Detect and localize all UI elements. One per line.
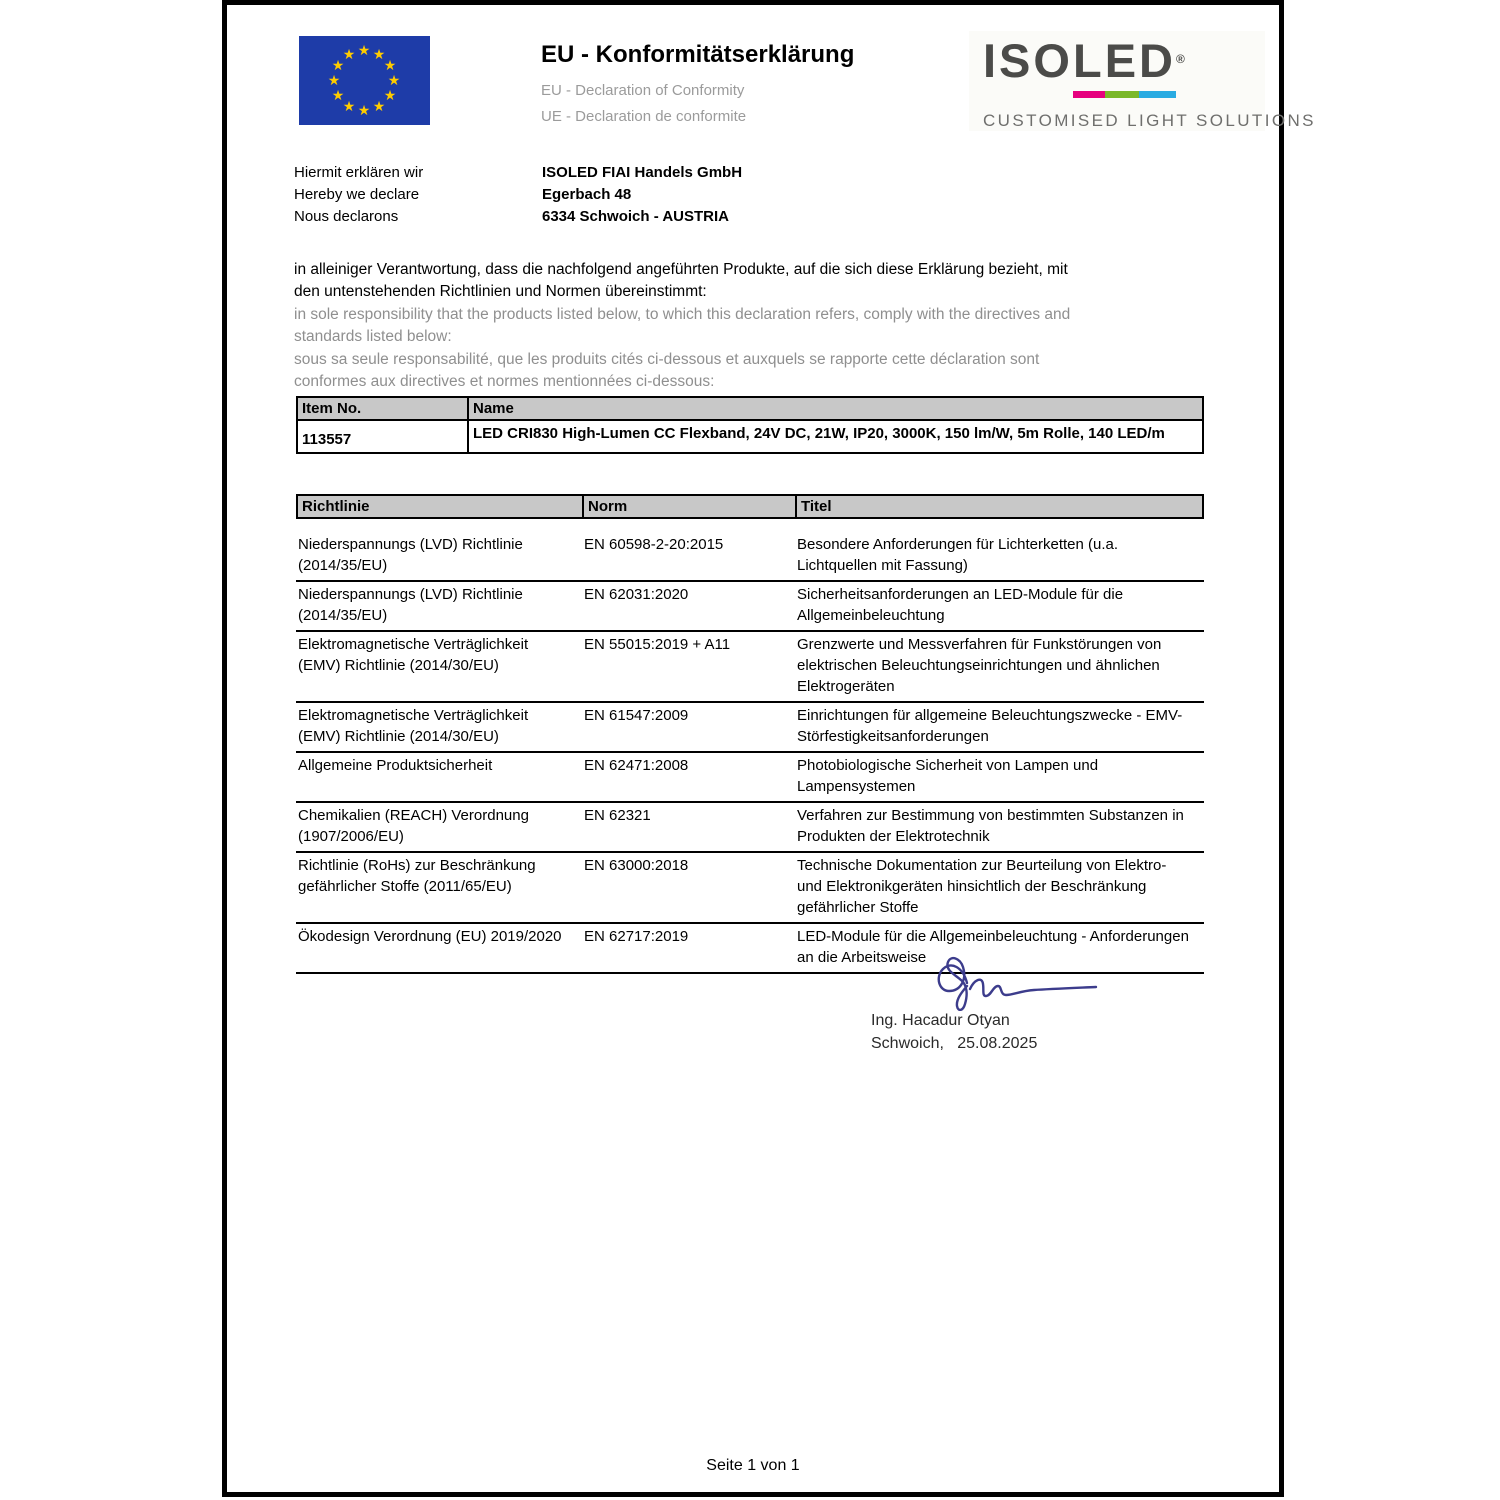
eu-flag <box>299 36 430 125</box>
titel-cell: Technische Dokumentation zur Beurteilung von Elektro- und Elektronikgeräten hinsichtlich der Beschränkung gefährlicher Stoffe <box>797 857 1167 916</box>
eu-flag-star: ★ <box>383 57 397 73</box>
richtlinie-cell: Elektromagnetische Verträglichkeit (EMV) Richtlinie (2014/30/EU) <box>298 707 529 745</box>
directives-header-titel: Titel <box>801 498 832 515</box>
statement-block <box>294 259 1094 394</box>
company-city: 6334 Schwoich - AUSTRIA <box>542 208 729 225</box>
item-table-header-itemno: Item No. <box>298 398 469 419</box>
page-number: Seite 1 von 1 <box>706 1457 800 1474</box>
directives-header-richtlinie: Richtlinie <box>298 496 584 517</box>
norm-cell: EN 62471:2008 <box>584 757 689 774</box>
eu-flag-star: ★ <box>342 98 356 114</box>
declaration-label-de: Hiermit erklären wir <box>294 164 424 181</box>
richtlinie-cell: Niederspannungs (LVD) Richtlinie (2014/35/EU) <box>298 586 523 624</box>
norm-cell: EN 60598-2-20:2015 <box>584 536 724 553</box>
logo-letter-d: D <box>1139 35 1176 98</box>
titel-cell: Verfahren zur Bestimmung von bestimmten Substanzen in Produkten der Elektrotechnik <box>797 807 1184 845</box>
page-subtitle-fr: UE - Declaration de conformite <box>541 108 747 125</box>
table-row <box>296 421 1204 454</box>
norm-cell: EN 62031:2020 <box>584 586 689 603</box>
richtlinie-cell: Elektromagnetische Verträglichkeit (EMV) Richtlinie (2014/30/EU) <box>298 636 529 674</box>
table-row <box>296 532 1204 582</box>
logo-letter-e: E <box>1105 35 1139 98</box>
richtlinie-cell: Niederspannungs (LVD) Richtlinie (2014/35/EU) <box>298 536 523 574</box>
declaration-label-en: Hereby we declare <box>294 186 420 203</box>
eu-flag-star: ★ <box>387 72 401 88</box>
eu-flag-star: ★ <box>383 87 397 103</box>
richtlinie-cell: Richtlinie (RoHs) zur Beschränkung gefährlicher Stoffe (2011/65/EU) <box>298 857 536 895</box>
norm-cell: EN 62321 <box>584 807 651 824</box>
isoled-logo-wordmark <box>983 35 1255 98</box>
titel-cell: Sicherheitsanforderungen an LED-Module für die Allgemeinbeleuchtung <box>797 586 1124 624</box>
directives-table-body <box>296 532 1204 974</box>
item-number-cell: 113557 <box>298 421 469 452</box>
table-row <box>296 853 1204 924</box>
isoled-logo <box>969 31 1316 131</box>
statement-fr: sous sa seule responsabilité, que les produits cités ci-dessous et auxquels se rapporte cette déclaration sont conformes aux directives et normes mentionnées ci-dessous: <box>294 351 1040 390</box>
richtlinie-cell: Ökodesign Verordnung (EU) 2019/2020 <box>298 928 562 945</box>
item-table <box>296 396 1204 454</box>
richtlinie-cell: Chemikalien (REACH) Verordnung (1907/2006/EU) <box>298 807 529 845</box>
eu-flag-star: ★ <box>357 42 371 58</box>
norm-cell: EN 62717:2019 <box>584 928 689 945</box>
eu-flag-star: ★ <box>372 46 386 62</box>
certificate-page <box>222 0 1316 1497</box>
signatory-name: Ing. Hacadur Otyan <box>871 1012 1010 1029</box>
registered-trademark-icon: ® <box>1176 52 1188 66</box>
titel-cell: Grenzwerte und Messverfahren für Funkstörungen von elektrischen Beleuchtungseinrichtungen und ähnlichen Elektrogeräten <box>797 636 1162 695</box>
eu-flag-star: ★ <box>331 87 345 103</box>
logo-text-iso: ISO <box>983 34 1073 87</box>
eu-flag-star: ★ <box>331 57 345 73</box>
eu-flag-star: ★ <box>342 46 356 62</box>
directives-table-header <box>296 494 1204 519</box>
eu-flag-star: ★ <box>327 72 341 88</box>
titel-cell: Besondere Anforderungen für Lichterketten (u.a. Lichtquellen mit Fassung) <box>797 536 1119 574</box>
company-name: ISOLED FIAI Handels GmbH <box>542 164 743 181</box>
table-row <box>296 582 1204 632</box>
declaration-label-fr: Nous declarons <box>294 208 399 225</box>
titel-cell: Einrichtungen für allgemeine Beleuchtungszwecke - EMV-Störfestigkeitsanforderungen <box>797 707 1183 745</box>
eu-flag-star: ★ <box>357 102 371 118</box>
statement-en: in sole responsibility that the products listed below, to which this declaration refers, comply with the directives and standards listed below: <box>294 306 1071 345</box>
item-table-header-name: Name <box>473 400 514 417</box>
table-row <box>296 703 1204 753</box>
norm-cell: EN 63000:2018 <box>584 857 689 874</box>
page-subtitle-en: EU - Declaration of Conformity <box>541 82 745 99</box>
directives-header-norm: Norm <box>584 496 797 517</box>
declaration-labels <box>294 162 423 228</box>
table-row <box>296 803 1204 853</box>
eu-flag-star: ★ <box>372 98 386 114</box>
norm-cell: EN 61547:2009 <box>584 707 689 724</box>
signature-image <box>863 949 1123 1011</box>
logo-letter-l: L <box>1073 35 1105 98</box>
company-address-block <box>542 162 742 228</box>
table-row <box>296 753 1204 803</box>
titel-cell: LED-Module für die Allgemeinbeleuchtung - Anforderungen an die Arbeitsweise <box>797 928 1189 966</box>
company-street: Egerbach 48 <box>542 186 632 203</box>
titel-cell: Photobiologische Sicherheit von Lampen und Lampensystemen <box>797 757 1099 795</box>
signature-place-date: Schwoich, 25.08.2025 <box>871 1035 1038 1052</box>
item-table-header <box>296 396 1204 421</box>
statement-de: in alleiniger Verantwortung, dass die nachfolgend angeführten Produkte, auf die sich diese Erklärung bezieht, mit den untenstehenden Richtlinien und Normen übereinstimmt: <box>294 261 1068 300</box>
norm-cell: EN 55015:2019 + A11 <box>584 636 731 653</box>
table-row <box>296 632 1204 703</box>
logo-tagline: CUSTOMISED LIGHT SOLUTIONS <box>983 111 1316 130</box>
page-title: EU - Konformitätserklärung <box>541 41 855 68</box>
item-name-cell: LED CRI830 High-Lumen CC Flexband, 24V DC, 21W, IP20, 3000K, 150 lm/W, 5m Rolle, 140 LED/m <box>473 425 1165 442</box>
richtlinie-cell: Allgemeine Produktsicherheit <box>298 757 493 774</box>
